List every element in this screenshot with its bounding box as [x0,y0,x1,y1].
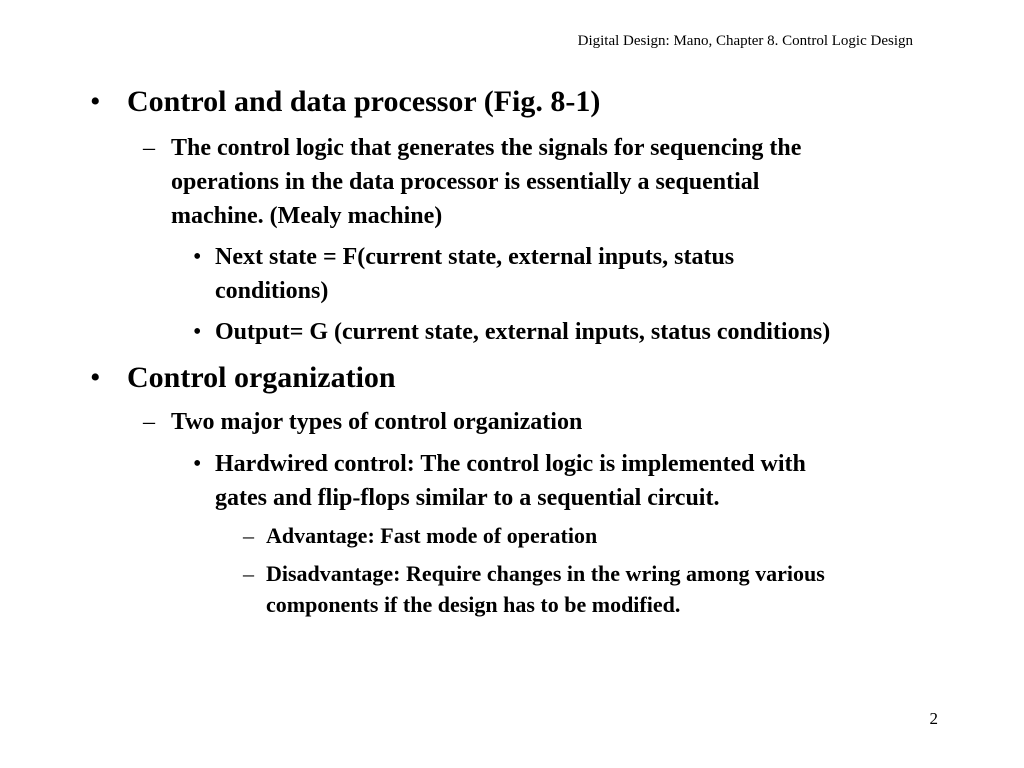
detail-text-line2: components if the design has to be modified. [266,592,681,617]
bullet-marker: • [90,361,101,394]
sub-bullet-text-line3: machine. (Mealy machine) [171,203,443,229]
bullet-marker: • [193,451,202,477]
item-text-line2: conditions) [215,278,329,304]
detail-text: Advantage: Fast mode of operation [266,523,598,548]
bullet-text: Control and data processor (Fig. 8-1) [127,85,601,118]
item-text-line1: Hardwired control: The control logic is implemented with [215,451,806,477]
bullet-text: Control organization [127,361,396,394]
bullet-marker: • [193,244,202,270]
page-number: 2 [929,709,938,728]
detail-text-line1: Disadvantage: Require changes in the wring among various [266,561,825,586]
dash-marker: – [243,523,254,548]
dash-marker: – [143,409,155,435]
sub-bullet-text-line2: operations in the data processor is essentially a sequential [171,169,760,195]
sub-bullet-text-line1: Two major types of control organization [171,409,583,435]
item-text-line1: Output= G (current state, external inputs, status conditions) [215,319,831,345]
bullet-marker: • [90,85,101,118]
dash-marker: – [243,561,254,586]
item-text-line2: gates and flip-flops similar to a sequential circuit. [215,485,720,511]
slide-header: Digital Design: Mano, Chapter 8. Control Logic Design [577,33,913,49]
sub-bullet-text-line1: The control logic that generates the signals for sequencing the [171,135,802,161]
item-text-line1: Next state = F(current state, external inputs, status [215,244,735,270]
bullet-marker: • [193,319,202,345]
dash-marker: – [143,135,155,161]
